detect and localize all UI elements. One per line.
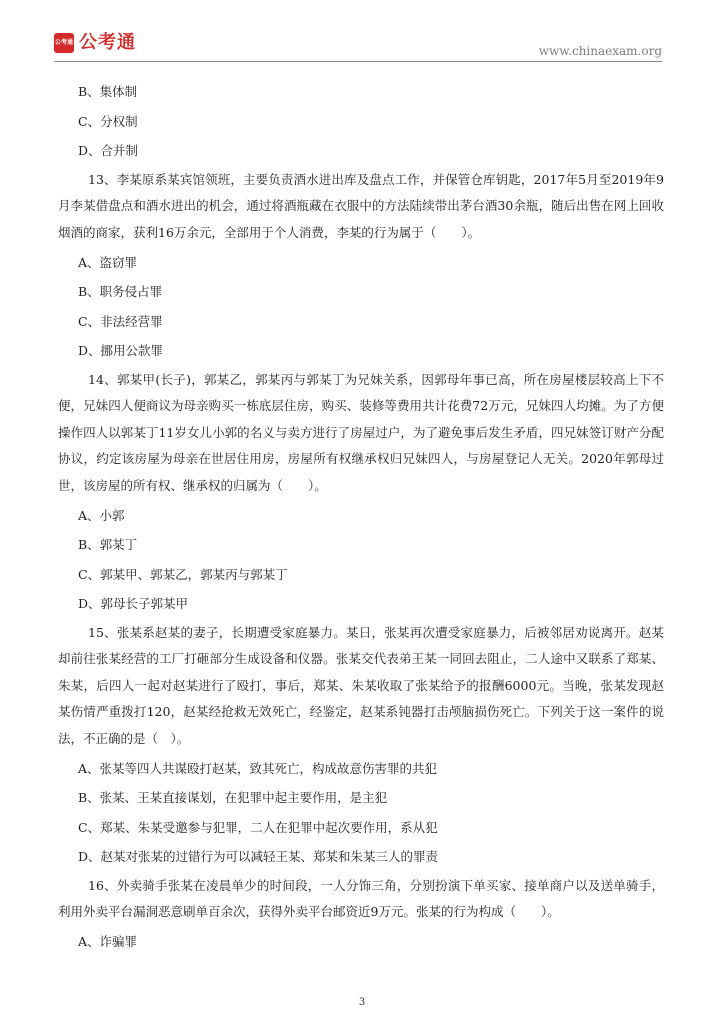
- question-13-option-a: A、盗窃罪: [78, 254, 138, 270]
- logo-text: 公考通: [79, 32, 136, 53]
- page-header: [0, 0, 724, 64]
- option-c-prev: C、分权制: [78, 113, 138, 129]
- page-number: 3: [358, 997, 366, 1008]
- question-14-option-d: D、郭母长子郭某甲: [78, 596, 189, 611]
- question-14-option-c: C、郭某甲、郭某乙，郭某丙与郭某丁: [78, 566, 288, 582]
- question-15-option-b: B、张某、王某直接谋划，在犯罪中起主要作用，是主犯: [78, 790, 388, 805]
- question-13-option-c: C、非法经营罪: [78, 313, 163, 329]
- site-url[interactable]: www.chinaexam.org: [538, 44, 662, 58]
- question-16-option-a: A、诈骗罪: [78, 934, 138, 949]
- question-14-option-a: A、小郭: [78, 507, 125, 523]
- question-13-option-d: D、挪用公款罪: [78, 343, 164, 358]
- logo-mark-icon: 公考通: [54, 33, 74, 53]
- question-15: 15、张某系赵某的妻子，长期遭受家庭暴力。某日，张某再次遭受家庭暴力，后被邻居劝说离开。赵某却前往张某经营的工厂打砸部分生成设备和仪器。张某交代表弟王某一同回去阻止，二人途中又联系了郑某、朱某，后四人一起对赵某进行了殴打，事后，郑某、朱某收取了张某给予的报酬6000元。当晚，张某发现赵某伤情严重拨打120，赵某经抢救无效死亡，经鉴定，赵某系钝器打击颅脑损伤死亡。下列关于这一案件的说法，不正确的是（ ）。: [58, 624, 664, 746]
- question-13: 13、李某原系某宾馆领班，主要负责酒水进出库及盘点工作，并保管仓库钥匙，2017年5月至2019年9月李某借盘点和酒水进出的机会，通过将酒瓶藏在衣服中的方法陆续带出茅台酒30余瓶，随后出售在网上回收烟酒的商家，获利16万余元，全部用于个人消费，李某的行为属于（ ）。: [58, 171, 664, 240]
- question-15-option-d: D、赵某对张某的过错行为可以减轻王某、郑某和朱某三人的罪责: [78, 849, 439, 864]
- question-13-option-b: B、职务侵占罪: [78, 284, 163, 299]
- option-13-b-prev: B、集体制: [78, 84, 138, 99]
- brand-logo[interactable]: [54, 33, 136, 53]
- option-d-prev: D、合并制: [78, 143, 139, 158]
- document-body: [58, 78, 664, 958]
- question-14-option-b: B、郭某丁: [78, 537, 138, 552]
- header-divider: [54, 61, 662, 62]
- question-16: 16、外卖骑手张某在凌晨单少的时间段，一人分饰三角，分别扮演下单买家、接单商户以及送单骑手，利用外卖平台漏洞恶意刷单百余次，获得外卖平台邮资近9万元。张某的行为构成（ ）。: [58, 877, 664, 919]
- question-15-option-a: A、张某等四人共谋殴打赵某，致其死亡，构成故意伤害罪的共犯: [78, 760, 438, 776]
- question-14: 14、郭某甲(长子)，郭某乙，郭某丙与郭某丁为兄妹关系，因郭母年事已高，所在房屋楼层较高上下不便，兄妹四人便商议为母亲购买一栋底层住房，购买、装修等费用共计花费72万元，兄妹四人均摊。为了方便操作四人以郭某丁11岁女儿小郭的名义与卖方进行了房屋过户，为了避免事后发生矛盾，四兄妹签订财产分配协议，约定该房屋为母亲在世居住用房，房屋所有权继承权归兄妹四人，与房屋登记人无关。2020年郭母过世，该房屋的所有权、继承权的归属为（ ）。: [58, 371, 664, 493]
- question-15-option-c: C、郑某、朱某受邀参与犯罪，二人在犯罪中起次要作用，系从犯: [78, 819, 438, 835]
